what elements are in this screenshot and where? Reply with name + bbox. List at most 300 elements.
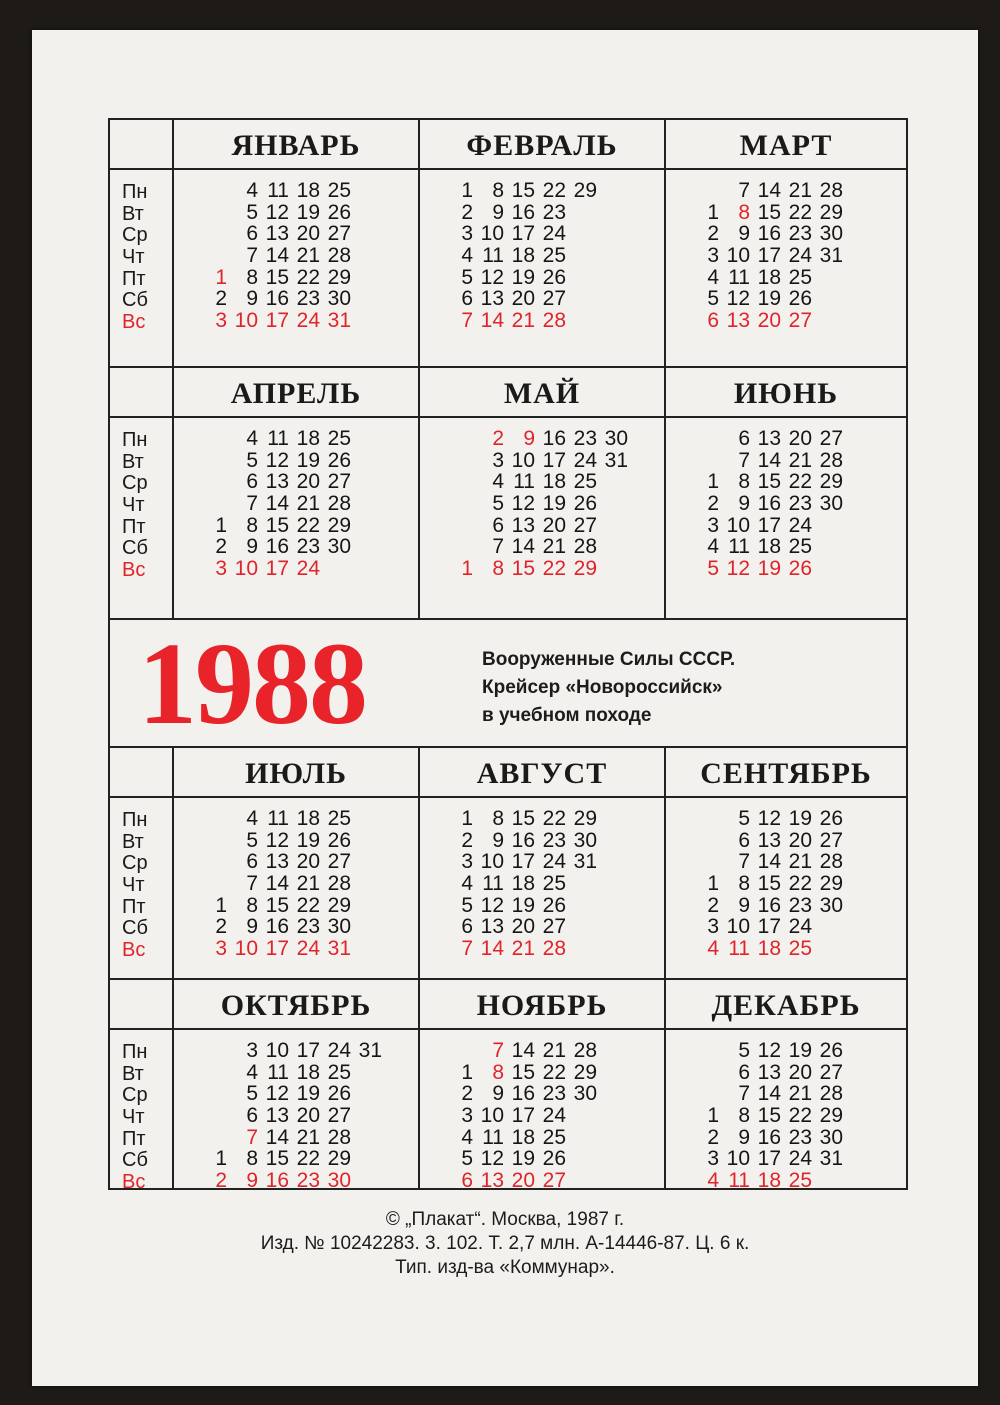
day-number: 27 <box>542 1169 566 1193</box>
day-number: 18 <box>511 244 535 268</box>
day-number: 17 <box>511 222 535 246</box>
day-number: 16 <box>757 893 781 917</box>
day-number: 7 <box>246 1125 258 1149</box>
day-number: 13 <box>757 1060 781 1084</box>
day-number: 11 <box>728 937 750 961</box>
day-number: 6 <box>246 850 258 874</box>
month-title: МАЙ <box>420 368 664 418</box>
day-number: 14 <box>265 492 289 516</box>
day-number: 20 <box>788 1060 812 1084</box>
day-number: 10 <box>726 244 750 268</box>
month-block <box>420 120 666 366</box>
day-number: 13 <box>265 850 289 874</box>
day-number: 26 <box>327 1082 351 1106</box>
day-number: 7 <box>738 850 750 874</box>
day-number: 29 <box>327 1147 351 1171</box>
weekday-name: Ср <box>122 852 148 875</box>
day-number: 5 <box>461 265 473 289</box>
day-number: 20 <box>511 287 535 311</box>
day-number: 9 <box>492 200 504 224</box>
month-days <box>442 808 597 960</box>
year-label: 1988 <box>138 618 366 749</box>
day-number: 22 <box>542 179 566 202</box>
day-number: 16 <box>542 427 566 450</box>
day-number: 10 <box>480 1104 504 1128</box>
day-number: 29 <box>573 1060 597 1084</box>
empty-cell <box>442 536 473 558</box>
day-number: 23 <box>788 893 812 917</box>
day-number: 29 <box>327 513 351 537</box>
day-number: 27 <box>819 828 843 852</box>
day-number: 12 <box>265 1082 289 1106</box>
day-number: 21 <box>296 244 320 268</box>
empty-cell <box>442 471 473 493</box>
day-number: 17 <box>511 850 535 874</box>
day-number: 27 <box>819 427 843 450</box>
day-number: 17 <box>757 915 781 939</box>
day-number: 30 <box>327 1169 351 1193</box>
day-number: 20 <box>296 850 320 874</box>
day-number: 6 <box>738 828 750 852</box>
month-title: ЯНВАРЬ <box>174 120 418 170</box>
day-number: 21 <box>511 937 535 961</box>
empty-cell <box>688 180 719 202</box>
month-days <box>688 180 843 332</box>
day-number: 5 <box>461 1147 473 1171</box>
day-number: 2 <box>461 200 473 224</box>
day-number: 25 <box>542 244 566 268</box>
empty-cell <box>196 245 227 267</box>
caption <box>482 646 735 730</box>
day-number: 5 <box>707 287 719 311</box>
empty-cell <box>688 450 719 472</box>
day-number: 7 <box>738 448 750 472</box>
day-number: 10 <box>726 1147 750 1171</box>
day-number: 17 <box>757 1147 781 1171</box>
day-number: 7 <box>461 937 473 961</box>
day-number: 27 <box>327 1104 351 1128</box>
weekday-name: Пт <box>122 267 146 290</box>
day-number: 25 <box>573 470 597 494</box>
day-number: 28 <box>819 850 843 874</box>
day-number: 29 <box>327 265 351 289</box>
weekday-name: Пт <box>122 1127 146 1150</box>
day-number: 14 <box>265 244 289 268</box>
day-number: 2 <box>707 222 719 246</box>
day-number: 31 <box>573 850 597 874</box>
day-number: 27 <box>542 915 566 939</box>
day-number: 12 <box>265 448 289 472</box>
day-number: 12 <box>480 265 504 289</box>
calendar-card <box>32 30 978 1386</box>
day-number: 3 <box>215 309 227 333</box>
day-number: 27 <box>327 470 351 494</box>
empty-cell <box>196 1083 227 1105</box>
day-number: 20 <box>511 915 535 939</box>
empty-cell <box>196 1105 227 1127</box>
day-number: 4 <box>492 470 504 494</box>
calendar-grid <box>108 118 908 1194</box>
day-number: 22 <box>296 265 320 289</box>
weekday-names <box>122 810 148 962</box>
day-number: 16 <box>265 287 289 311</box>
day-number: 29 <box>819 200 843 224</box>
day-number: 28 <box>819 1082 843 1106</box>
empty-cell <box>442 493 473 515</box>
day-number: 4 <box>246 1060 258 1084</box>
day-number: 17 <box>511 1104 535 1128</box>
day-number: 21 <box>542 535 566 559</box>
day-number: 19 <box>296 200 320 224</box>
day-number: 30 <box>819 492 843 516</box>
day-number: 29 <box>327 893 351 917</box>
day-number: 22 <box>788 872 812 896</box>
day-number: 26 <box>327 200 351 224</box>
day-number: 2 <box>461 1082 473 1106</box>
month-title: НОЯБРЬ <box>420 980 664 1030</box>
day-number: 6 <box>738 427 750 450</box>
day-number: 15 <box>265 265 289 289</box>
day-number: 22 <box>788 470 812 494</box>
day-number: 19 <box>296 448 320 472</box>
weekday-name: Чт <box>122 494 145 517</box>
day-number: 28 <box>327 244 351 268</box>
day-number: 2 <box>492 427 504 450</box>
day-number: 6 <box>246 222 258 246</box>
day-number: 13 <box>480 1169 504 1193</box>
empty-cell <box>196 471 227 493</box>
day-number: 28 <box>573 1039 597 1062</box>
day-number: 22 <box>296 893 320 917</box>
day-number: 27 <box>788 309 812 333</box>
imprint-line: Тип. изд-ва «Коммунар». <box>395 1257 615 1278</box>
day-number: 13 <box>757 828 781 852</box>
day-number: 29 <box>573 807 597 830</box>
day-number: 18 <box>296 427 320 450</box>
day-number: 18 <box>757 535 781 559</box>
imprint-line: © „Плакат“. Москва, 1987 г. <box>385 1209 625 1230</box>
day-number: 7 <box>492 535 504 559</box>
day-number: 31 <box>819 244 843 268</box>
day-number: 9 <box>246 287 258 311</box>
day-number: 28 <box>327 872 351 896</box>
day-number: 3 <box>707 513 719 537</box>
day-number: 4 <box>461 872 473 896</box>
weekday-name: Чт <box>122 1106 145 1129</box>
day-number: 5 <box>246 200 258 224</box>
day-number: 26 <box>542 265 566 289</box>
day-number: 4 <box>246 807 258 830</box>
day-number: 27 <box>573 513 597 537</box>
day-number: 20 <box>757 309 781 333</box>
day-number: 11 <box>728 265 750 289</box>
day-number: 13 <box>265 1104 289 1128</box>
month-block <box>666 980 906 1193</box>
day-number: 15 <box>511 179 535 202</box>
day-number: 13 <box>480 287 504 311</box>
day-number: 21 <box>788 179 812 202</box>
weekday-names <box>122 430 148 582</box>
day-number: 19 <box>542 492 566 516</box>
day-number: 28 <box>819 179 843 202</box>
day-number: 25 <box>542 1125 566 1149</box>
day-number: 25 <box>327 427 351 450</box>
month-block <box>174 748 420 978</box>
day-number: 5 <box>246 1082 258 1106</box>
weekday-name: Пт <box>122 895 146 918</box>
day-number: 24 <box>542 222 566 246</box>
day-number: 9 <box>738 492 750 516</box>
month-block <box>420 980 666 1193</box>
day-number: 12 <box>480 893 504 917</box>
day-number: 16 <box>265 915 289 939</box>
day-number: 23 <box>296 535 320 559</box>
day-number: 19 <box>296 828 320 852</box>
weekday-column <box>110 980 174 1194</box>
day-number: 18 <box>757 1169 781 1193</box>
day-number: 18 <box>296 807 320 830</box>
weekday-name: Ср <box>122 472 148 495</box>
day-number: 18 <box>511 1125 535 1149</box>
day-number: 2 <box>215 915 227 939</box>
weekday-name: Пт <box>122 515 146 538</box>
day-number: 6 <box>246 470 258 494</box>
day-number: 10 <box>726 513 750 537</box>
day-number: 15 <box>265 893 289 917</box>
day-number: 27 <box>327 222 351 246</box>
caption-line: в учебном походе <box>482 705 652 726</box>
day-number: 7 <box>492 1039 504 1062</box>
day-number: 7 <box>246 244 258 268</box>
day-number: 8 <box>738 470 750 494</box>
day-number: 20 <box>788 828 812 852</box>
day-number: 24 <box>542 850 566 874</box>
day-number: 19 <box>296 1082 320 1106</box>
day-number: 11 <box>728 535 750 559</box>
empty-cell <box>196 808 227 830</box>
weekday-name: Чт <box>122 246 145 269</box>
day-number: 6 <box>707 309 719 333</box>
day-number: 15 <box>757 872 781 896</box>
day-number: 3 <box>215 937 227 961</box>
day-number: 11 <box>267 179 289 202</box>
day-number: 24 <box>788 915 812 939</box>
day-number: 23 <box>788 222 812 246</box>
day-number: 31 <box>819 1147 843 1171</box>
day-number: 1 <box>461 807 473 830</box>
weekday-name: Вт <box>122 830 144 853</box>
day-number: 24 <box>296 937 320 961</box>
day-number: 25 <box>542 872 566 896</box>
day-number: 10 <box>480 850 504 874</box>
day-number: 12 <box>726 557 750 581</box>
day-number: 1 <box>707 200 719 224</box>
empty-cell <box>688 808 719 830</box>
day-number: 18 <box>296 1060 320 1084</box>
day-number: 17 <box>757 513 781 537</box>
empty-cell <box>442 515 473 537</box>
day-number: 5 <box>738 807 750 830</box>
day-number: 24 <box>573 448 597 472</box>
day-number: 2 <box>707 893 719 917</box>
empty-cell <box>688 1083 719 1105</box>
month-days <box>688 428 843 580</box>
day-number: 15 <box>757 470 781 494</box>
day-number: 25 <box>788 535 812 559</box>
day-number: 4 <box>707 265 719 289</box>
day-number: 17 <box>265 309 289 333</box>
weekday-name: Ср <box>122 1084 148 1107</box>
weekday-column <box>110 368 174 618</box>
day-number: 1 <box>707 470 719 494</box>
day-number: 23 <box>296 1169 320 1193</box>
day-number: 22 <box>542 557 566 581</box>
month-block <box>174 120 420 366</box>
month-title: АВГУСТ <box>420 748 664 798</box>
day-number: 7 <box>461 309 473 333</box>
day-number: 19 <box>511 1147 535 1171</box>
day-number: 21 <box>296 872 320 896</box>
day-number: 11 <box>482 1125 504 1149</box>
day-number: 23 <box>788 492 812 516</box>
day-number: 14 <box>757 179 781 202</box>
month-block <box>174 368 420 618</box>
day-number: 22 <box>788 1104 812 1128</box>
day-number: 4 <box>707 1169 719 1193</box>
empty-cell <box>442 1040 473 1062</box>
day-number: 5 <box>738 1039 750 1062</box>
weekday-column <box>110 120 174 366</box>
day-number: 24 <box>788 1147 812 1171</box>
weekday-column-head <box>110 980 172 1030</box>
day-number: 21 <box>296 1125 320 1149</box>
day-number: 16 <box>757 222 781 246</box>
day-number: 9 <box>246 915 258 939</box>
day-number: 9 <box>246 535 258 559</box>
day-number: 14 <box>757 1082 781 1106</box>
day-number: 2 <box>215 287 227 311</box>
day-number: 27 <box>819 1060 843 1084</box>
day-number: 1 <box>461 557 473 581</box>
empty-cell <box>196 450 227 472</box>
day-number: 13 <box>480 915 504 939</box>
day-number: 9 <box>492 1082 504 1106</box>
month-days <box>442 1040 597 1192</box>
weekday-name: Вт <box>122 1062 144 1085</box>
day-number: 15 <box>757 1104 781 1128</box>
day-number: 1 <box>707 872 719 896</box>
day-number: 19 <box>511 265 535 289</box>
day-number: 6 <box>246 1104 258 1128</box>
month-block <box>420 748 666 978</box>
day-number: 3 <box>246 1039 258 1062</box>
day-number: 2 <box>707 492 719 516</box>
day-number: 17 <box>296 1039 320 1062</box>
day-number: 9 <box>246 1169 258 1193</box>
day-number: 14 <box>265 1125 289 1149</box>
weekday-name: Вс <box>122 559 146 582</box>
day-number: 11 <box>482 244 504 268</box>
day-number: 25 <box>788 265 812 289</box>
day-number: 28 <box>819 448 843 472</box>
day-number: 8 <box>738 872 750 896</box>
month-days <box>196 1040 382 1192</box>
day-number: 13 <box>726 309 750 333</box>
day-number: 1 <box>707 1104 719 1128</box>
day-number: 2 <box>215 1169 227 1193</box>
day-number: 11 <box>267 807 289 830</box>
month-block <box>174 980 420 1193</box>
day-number: 3 <box>707 915 719 939</box>
day-number: 21 <box>788 850 812 874</box>
day-number: 5 <box>246 448 258 472</box>
day-number: 29 <box>819 872 843 896</box>
month-block <box>420 368 666 618</box>
day-number: 22 <box>542 807 566 830</box>
months-row-2 <box>110 368 906 618</box>
day-number: 15 <box>265 513 289 537</box>
day-number: 30 <box>327 535 351 559</box>
day-number: 8 <box>246 513 258 537</box>
weekday-name: Вс <box>122 939 146 962</box>
day-number: 8 <box>492 557 504 581</box>
day-number: 21 <box>788 1082 812 1106</box>
weekday-name: Пн <box>122 1041 148 1063</box>
day-number: 6 <box>492 513 504 537</box>
day-number: 13 <box>511 513 535 537</box>
day-number: 3 <box>707 1147 719 1171</box>
weekday-column-head <box>110 748 172 798</box>
day-number: 9 <box>738 1125 750 1149</box>
day-number: 30 <box>819 222 843 246</box>
weekday-name: Пн <box>122 809 148 831</box>
day-number: 1 <box>215 893 227 917</box>
month-title: ДЕКАБРЬ <box>666 980 906 1030</box>
month-title: ИЮЛЬ <box>174 748 418 798</box>
day-number: 22 <box>542 1060 566 1084</box>
day-number: 18 <box>542 470 566 494</box>
weekday-name: Пн <box>122 181 148 203</box>
month-block <box>666 368 906 618</box>
month-title: ОКТЯБРЬ <box>174 980 418 1030</box>
caption-line: Крейсер «Новороссийск» <box>482 677 723 698</box>
day-number: 12 <box>726 287 750 311</box>
weekday-name: Ср <box>122 224 148 247</box>
day-number: 5 <box>246 828 258 852</box>
day-number: 30 <box>604 427 628 450</box>
day-number: 28 <box>327 492 351 516</box>
day-number: 10 <box>511 448 535 472</box>
weekday-name: Вт <box>122 202 144 225</box>
month-title: АПРЕЛЬ <box>174 368 418 418</box>
day-number: 14 <box>480 309 504 333</box>
day-number: 20 <box>296 1104 320 1128</box>
day-number: 23 <box>542 200 566 224</box>
day-number: 17 <box>265 557 289 581</box>
day-number: 6 <box>461 1169 473 1193</box>
day-number: 15 <box>511 1060 535 1084</box>
day-number: 16 <box>511 200 535 224</box>
day-number: 14 <box>511 535 535 559</box>
day-number: 12 <box>480 1147 504 1171</box>
weekday-column <box>110 748 174 978</box>
day-number: 25 <box>327 807 351 830</box>
day-number: 24 <box>788 513 812 537</box>
day-number: 28 <box>542 309 566 333</box>
day-number: 9 <box>523 427 535 450</box>
day-number: 26 <box>788 557 812 581</box>
day-number: 7 <box>246 492 258 516</box>
